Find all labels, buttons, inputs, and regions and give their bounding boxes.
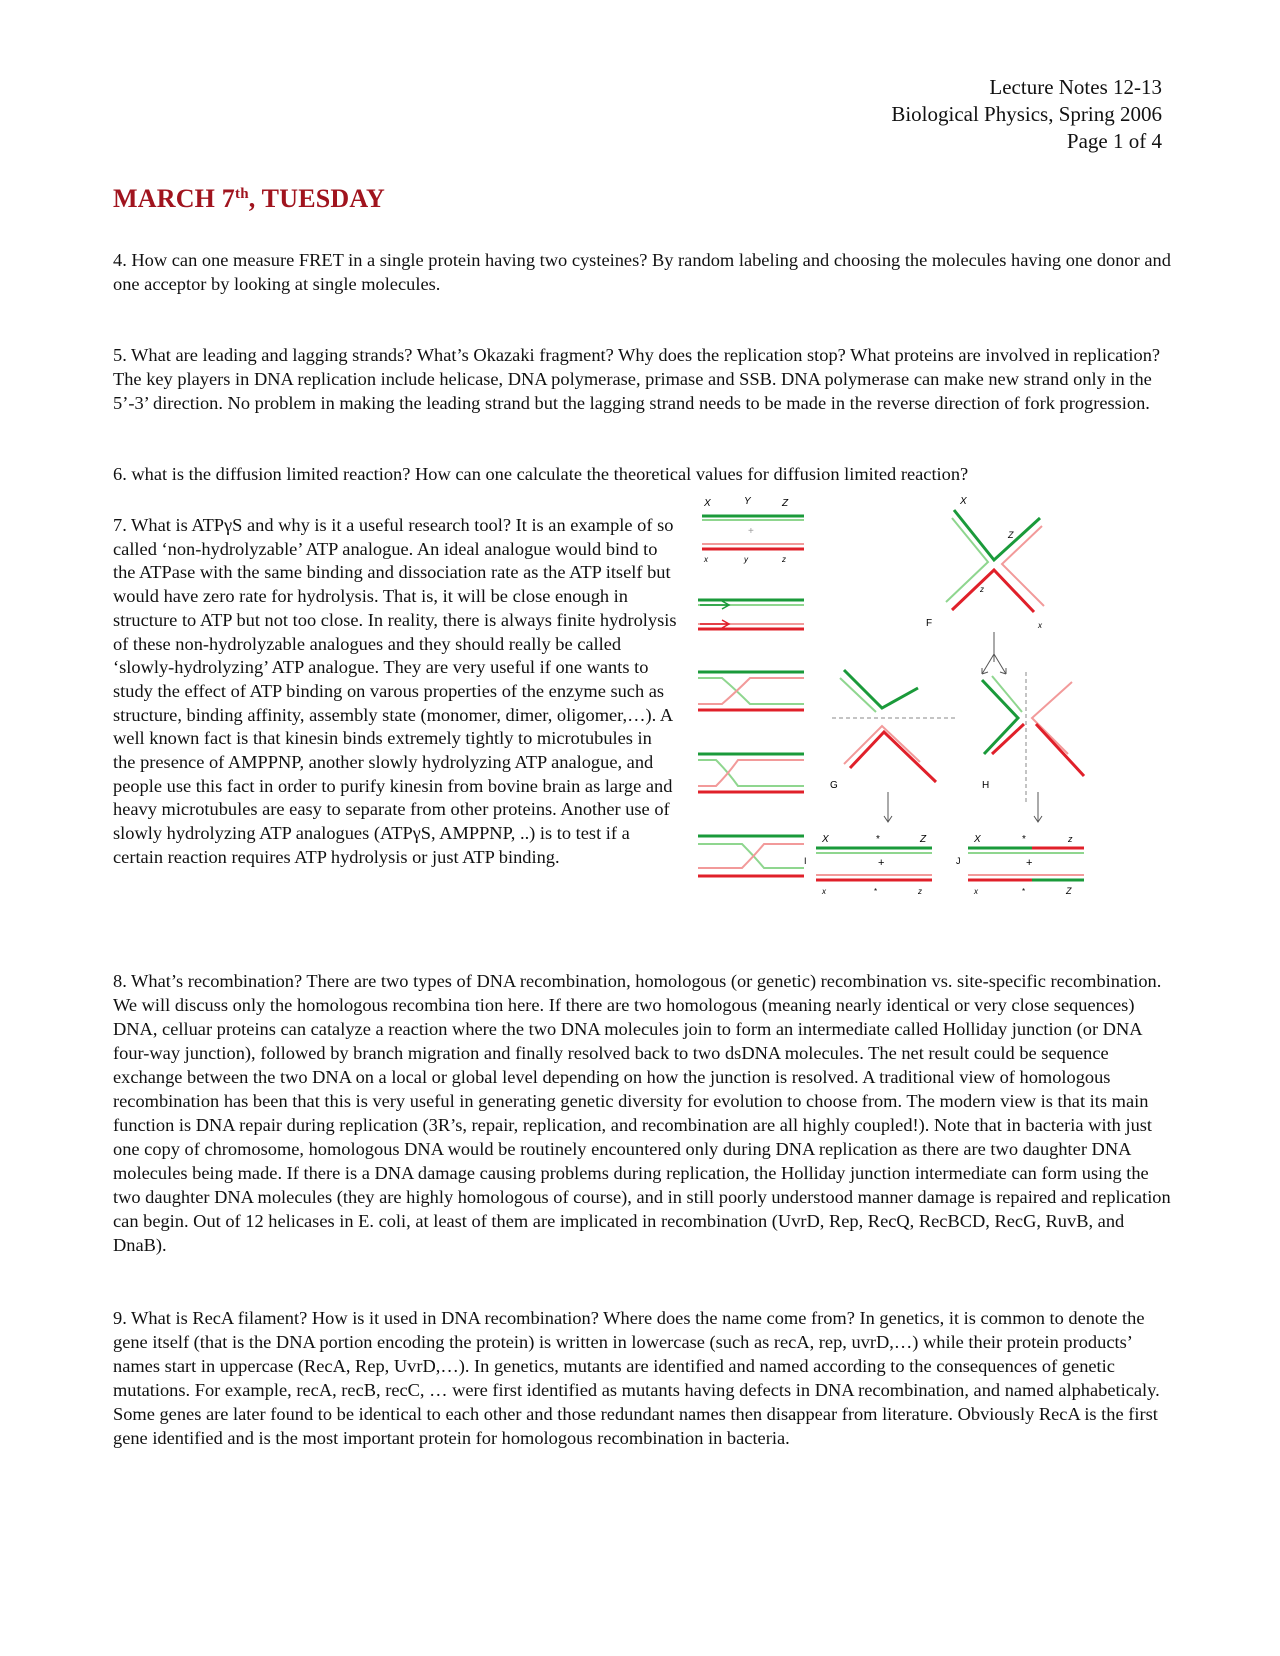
- strand-lightred-4: [698, 760, 804, 786]
- heading-weekday: , TUESDAY: [248, 184, 385, 213]
- label-i-x: X: [822, 834, 829, 845]
- page-header: [891, 74, 1162, 155]
- label-f-z-bot: z: [980, 585, 984, 594]
- strand-lightgreen-4: [698, 760, 804, 786]
- panel-g: [830, 670, 958, 822]
- g-green-arm: [844, 670, 918, 708]
- strand-lightgreen-3: [698, 678, 804, 704]
- arrow-red: [700, 620, 729, 628]
- label-i-z2: z: [918, 887, 922, 896]
- label-i-star2: *: [874, 887, 878, 896]
- g-red-arm: [850, 732, 936, 782]
- heading-superscript: th: [235, 186, 249, 202]
- label-j-z: z: [1068, 834, 1073, 844]
- label-j-plus: +: [1026, 857, 1033, 869]
- label-i-star: *: [876, 834, 880, 845]
- paragraph-7: 7. What is ATPγS and why is it a useful research tool? It is an example of so called ‘non-hydrolyzable’ ATP analogue. An ideal analogue would bind to the ATPase with the same binding and dissociation rate as the ATP itself but would have zero rate for hydrolysis. That is, it will be close enough in structure to ATP but not too close. In reality, there is always finite hydrolysis of these non-hydrolyzable analogues and they should really be called ‘slowly-hydrolyzing’ ATP analogue. They are very useful if one wants to study the effect of ATP binding on varous properties of the enzyme such as structure, binding affinity, assembly state (monomer, dimer, oligomer,…). A well known fact is that kinesin binds extremely tightly to microtubules in the presence of AMPPNP, another slowly hydrolyzing ATP analogue, and people use this fact in order to purify kinesin from bovine brain as large and heavy microtubules are easy to separate from other proteins. Another use of slowly hydrolyzing ATP analogues (ATPγS, AMPPNP, ..) is to test if a certain reaction requires ATP hydrolysis or just ATP binding.: [113, 515, 677, 867]
- left-panel-strand-sequence: [698, 496, 804, 876]
- label-j: J: [956, 856, 961, 866]
- paragraph-4: 4. How can one measure FRET in a single protein having two cysteines? By random labeling and choosing the molecules having one donor and one acceptor by looking at single molecules.: [113, 250, 1171, 294]
- label-f: F: [926, 618, 933, 629]
- panel-h: [982, 672, 1084, 822]
- recombination-figure: [692, 492, 1136, 942]
- label-bot-z: z: [782, 555, 786, 564]
- course-lecture-line: Lecture Notes 12-13: [989, 75, 1162, 99]
- label-i-x2: x: [822, 887, 826, 896]
- date-heading: [113, 184, 385, 214]
- label-bot-y: y: [744, 555, 748, 564]
- h-green-arm: [982, 680, 1018, 754]
- label-g: G: [830, 780, 838, 791]
- paragraph-5: 5. What are leading and lagging strands? What’s Okazaki fragment? Why does the replication stop? What proteins are involved in replication? The key players in DNA replication include helicase, DNA polymerase, primase and SSB. DNA polymerase can make new strand only in the 5’-3’ direction. No problem in making the leading strand but the lagging strand needs to be made in the reverse direction of fork progression.: [113, 345, 1161, 413]
- paragraph-9: 9. What is RecA filament? How is it used in DNA recombination? Where does the name come from? In genetics, it is common to denote the gene itself (that is the DNA portion encoding the protein) is written in lowercase (such as recA, rep, uvrD,…) while their protein products’ names start in uppercase (RecA, Rep, UvrD,…). In genetics, mutants are identified and named according to the consequences of genetic mutations. For example, recA, recB, recC, … were first identified as mutants having defects in DNA recombination, and named alphabeticaly. Some genes are later found to be identical to each other and those redundant names then disappear from literature. Obviously RecA is the first gene identified and is the most important protein for homologous recombination in bacteria.: [113, 1308, 1160, 1448]
- label-top-plus: +: [748, 526, 754, 537]
- label-bot-x: x: [704, 555, 708, 564]
- paragraph-8: 8. What’s recombination? There are two types of DNA recombination, homologous (or genetic) recombination vs. site-specific recombination. We will discuss only the homologous recombina tion here. If there are two homologous (meaning nearly identical or very close sequences) DNA, celluar proteins can catalyze a reaction where the two DNA molecules join to form an intermediate called Holliday junction (or DNA four-way junction), followed by branch migration and finally resolved back to two dsDNA molecules. The net result could be sequence exchange between the two DNA on a local or global level depending on how the junction is resolved. A traditional view of homologous recombination has been that this is very useful in generating genetic diversity for evolution to choose from. The modern view is that its main function is DNA repair during replication (3R’s, repair, replication, and recombination are all highly coupled!). Note that in bacteria with just one copy of chromosome, homologous DNA would be routinely encountered only during DNA replication as there are two daughter DNA molecules being made. If there is a DNA damage causing problems during replication, the Holliday junction intermediate can form using the two daughter DNA molecules (they are highly homologous of course), and in still poorly understood manner damage is repaired and replication can begin. Out of 12 helicases in E. coli, at least of them are implicated in recombination (UvrD, Rep, RecQ, RecBCD, RecG, RuvB, and DnaB).: [113, 971, 1171, 1255]
- label-top-y: Y: [744, 496, 751, 507]
- label-i-plus: +: [878, 857, 885, 869]
- panel-j: [956, 834, 1084, 896]
- f-red-arm: [952, 570, 1034, 612]
- arrow-green: [700, 601, 729, 609]
- panel-i: [804, 834, 932, 896]
- page-number-line: Page 1 of 4: [1066, 129, 1162, 153]
- g-down-arrow: [884, 792, 892, 822]
- label-i: I: [804, 856, 807, 866]
- g-lightred-arm: [844, 726, 920, 764]
- label-j-z2: Z: [1066, 886, 1072, 896]
- strand-lightgreen-5: [698, 844, 804, 868]
- label-j-x: X: [974, 834, 981, 845]
- strand-lightred-3: [698, 678, 804, 704]
- label-f-x-bot: x: [1038, 621, 1042, 630]
- label-j-star: *: [1022, 834, 1026, 845]
- h-down-arrow: [1034, 792, 1042, 822]
- course-title-line: Biological Physics, Spring 2006: [891, 102, 1162, 126]
- heading-date: MARCH 7: [113, 184, 235, 213]
- label-top-x: X: [704, 498, 711, 509]
- label-f-z-top: Z: [1008, 530, 1014, 540]
- label-i-z: Z: [920, 834, 927, 845]
- strand-lightred-5: [698, 844, 804, 868]
- panel-f-holliday-junction: [926, 496, 1044, 674]
- paragraph-6: 6. what is the diffusion limited reaction? How can one calculate the theoretical values for diffusion limited reaction?: [113, 464, 969, 484]
- label-h: H: [982, 780, 990, 791]
- label-j-x2: x: [974, 887, 978, 896]
- label-j-star2: *: [1022, 887, 1026, 896]
- label-top-z: Z: [782, 498, 789, 509]
- label-f-x-top: X: [960, 496, 967, 507]
